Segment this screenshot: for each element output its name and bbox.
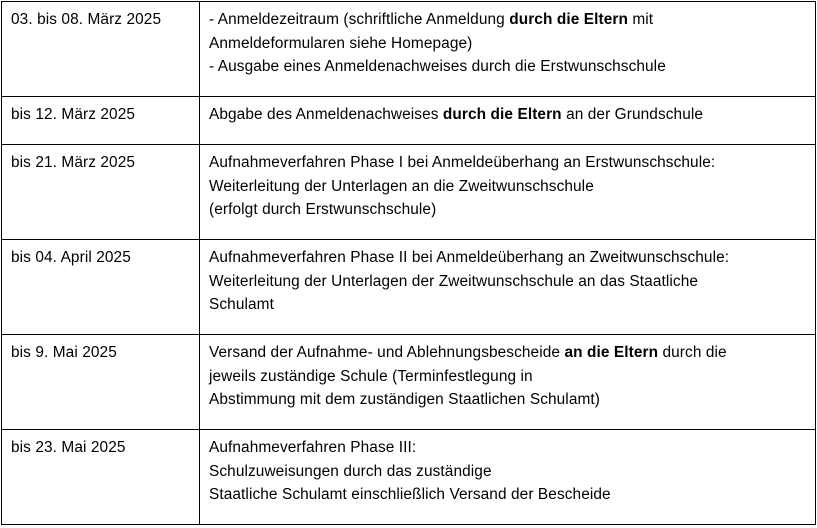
description-text: Aufnahmeverfahren Phase II bei Anmeldeüberhang an Zweitwunschschule: <box>209 249 730 266</box>
description-text: Schulzuweisungen durch das zuständige <box>209 462 492 480</box>
description-line <box>209 270 807 294</box>
description-text: durch die <box>658 344 727 361</box>
schedule-table <box>1 1 816 525</box>
description-text: jeweils zuständige Schule (Terminfestlegung in <box>209 367 533 385</box>
date-cell: bis 23. Mai 2025 <box>2 430 200 525</box>
description-text: Aufnahmeverfahren Phase III: <box>209 439 417 456</box>
table-row <box>2 97 816 145</box>
description-text: an der Grundschule <box>561 106 704 123</box>
description-line <box>209 103 807 127</box>
table-row <box>2 240 816 335</box>
description-line <box>209 151 807 175</box>
description-text: Aufnahmeverfahren Phase I bei Anmeldeüberhang an Erstwunschschule: <box>209 154 716 171</box>
description-line <box>209 246 807 270</box>
table-row <box>2 2 816 97</box>
description-text: Schulamt <box>209 296 274 313</box>
emphasis-text: an die Eltern <box>564 344 659 361</box>
description-text: (erfolgt durch Erstwunschschule) <box>209 201 437 218</box>
date-cell: bis 12. März 2025 <box>2 97 200 145</box>
description-cell <box>200 240 816 335</box>
description-line <box>209 293 807 317</box>
description-line <box>209 460 807 484</box>
table-row <box>2 145 816 240</box>
date-cell: bis 9. Mai 2025 <box>2 335 200 430</box>
description-line <box>209 341 807 365</box>
description-line <box>209 436 807 460</box>
description-text: Weiterleitung der Unterlagen der Zweitwunschschule an das Staatliche <box>209 272 699 290</box>
date-cell: bis 21. März 2025 <box>2 145 200 240</box>
description-line <box>209 198 807 222</box>
description-cell <box>200 2 816 97</box>
description-line <box>209 8 807 32</box>
description-cell <box>200 335 816 430</box>
description-text: Versand der Aufnahme- und Ablehnungsbescheide <box>209 344 565 361</box>
description-line <box>209 175 807 199</box>
emphasis-text: durch die Eltern <box>509 11 628 28</box>
table-row <box>2 335 816 430</box>
date-cell: bis 04. April 2025 <box>2 240 200 335</box>
description-text: - Anmeldezeitraum (schriftliche Anmeldung <box>209 11 510 28</box>
description-cell <box>200 430 816 525</box>
description-text: Staatliche Schulamt einschließlich Versand der Bescheide <box>209 486 611 503</box>
description-text: Anmeldeformularen siehe Homepage) <box>209 34 473 52</box>
description-cell <box>200 97 816 145</box>
schedule-body <box>2 2 816 525</box>
description-text: Abstimmung mit dem zuständigen Staatlichen Schulamt) <box>209 391 601 408</box>
description-cell <box>200 145 816 240</box>
description-line <box>209 388 807 412</box>
description-text: Abgabe des Anmeldenachweises <box>209 106 443 123</box>
table-row <box>2 430 816 525</box>
description-line <box>209 483 807 507</box>
description-text: mit <box>627 11 654 28</box>
emphasis-text: durch die Eltern <box>442 106 562 123</box>
description-text: Weiterleitung der Unterlagen an die Zweitwunschschule <box>209 177 594 195</box>
description-line <box>209 32 807 56</box>
date-cell: 03. bis 08. März 2025 <box>2 2 200 97</box>
description-line <box>209 365 807 389</box>
description-line <box>209 55 807 79</box>
description-text: - Ausgabe eines Anmeldenachweises durch die Erstwunschschule <box>209 58 666 75</box>
